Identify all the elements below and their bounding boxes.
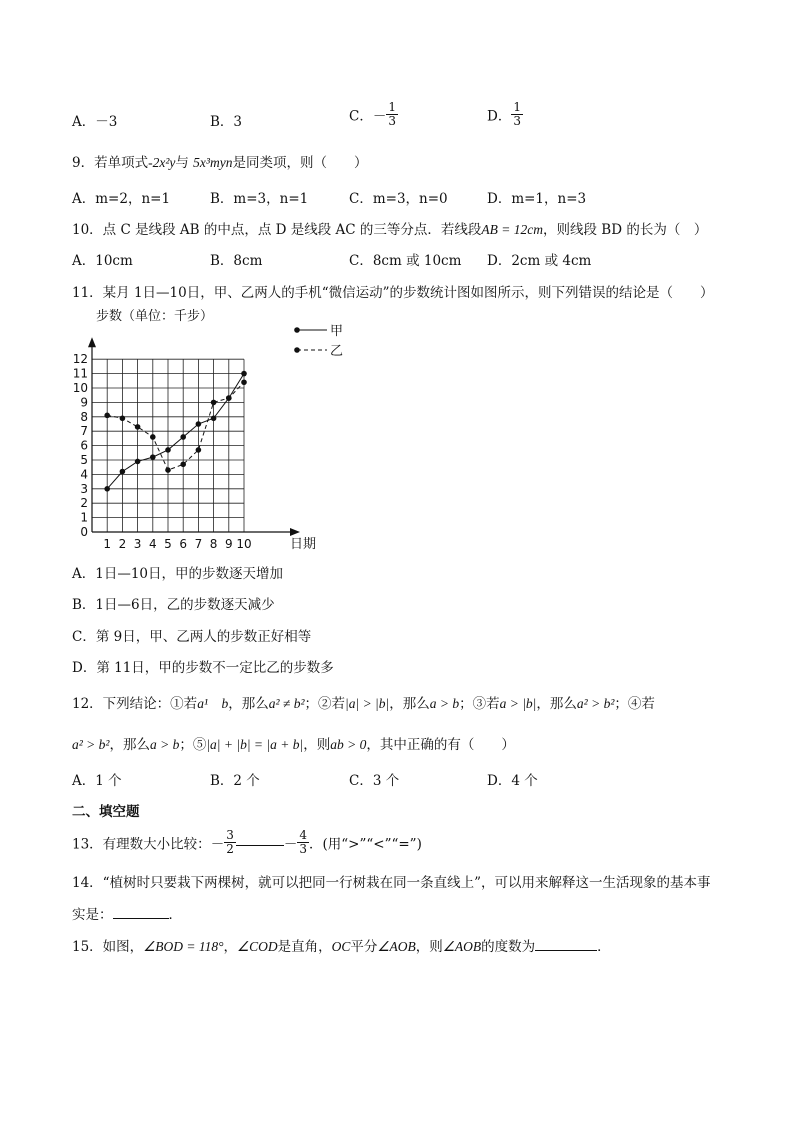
series-2-point	[165, 467, 171, 473]
q11-option-c[interactable]: C．第 9日，甲、乙两人的步数正好相等	[72, 629, 312, 645]
q14-answer-blank[interactable]	[113, 908, 169, 919]
series-2-point	[180, 462, 186, 468]
y-tick-label: 1	[80, 510, 88, 525]
q9-option-c[interactable]: C．m=3，n=0	[349, 191, 448, 207]
legend-label-2: 乙	[330, 344, 344, 359]
q12-option-c[interactable]: C．3 个	[349, 773, 400, 789]
y-tick-label: 5	[80, 453, 88, 467]
q9-option-a[interactable]: A．m=2，n=1	[72, 191, 171, 207]
series-2-point	[226, 395, 232, 401]
q12-option-a[interactable]: A．1 个	[72, 773, 122, 789]
x-axis-arrow	[290, 528, 300, 536]
x-tick-label: 6	[179, 537, 188, 551]
y-axis-arrow	[88, 337, 96, 347]
q10-option-d[interactable]: D．2cm 或 4cm	[487, 253, 592, 269]
y-tick-label: 0	[80, 525, 88, 539]
y-tick-label: 8	[80, 409, 88, 424]
q11-option-d[interactable]: D．第 11日，甲的步数不一定比乙的步数多	[72, 660, 334, 676]
q15-stem: 15．如图，∠BOD = 118°，∠COD是直角，OC平分∠AOB，则∠AOB的度数为 ．	[72, 939, 611, 955]
section-title: 二、填空题	[72, 804, 140, 820]
q12-stem-line1: 12．下列结论：①若a¹ b，那么a² ≠ b²；②若|a| > |b|，那么a > b；③若a > |b|，那么a² > b²；④若	[72, 696, 655, 712]
y-tick-label: 3	[80, 481, 88, 496]
legend-label-1: 甲	[330, 324, 344, 339]
series-line-2	[107, 382, 244, 470]
q15-answer-blank[interactable]	[535, 940, 597, 951]
q12-stem-line2: a² > b²，那么a > b；⑤|a| + |b| = |a + b|，则ab > 0，其中正确的有（ ）	[72, 737, 515, 753]
series-2-point	[211, 400, 217, 406]
step-count-chart	[72, 300, 362, 558]
q12-option-d[interactable]: D．4 个	[487, 773, 538, 789]
q13-stem: 13．有理数大小比较：－ $\frac{3}{2}$ － $\frac{4}{3}$ ．(用“>”“<”“=”)	[72, 828, 422, 856]
y-tick-label: 4	[80, 467, 88, 482]
x-tick-label: 9	[224, 537, 233, 551]
q11-option-a[interactable]: A．1日—10日，甲的步数逐天增加	[72, 566, 284, 582]
q9-option-b[interactable]: B．m=3，n=1	[210, 191, 309, 207]
x-tick-label: 8	[209, 537, 218, 551]
y-tick-label: 6	[80, 438, 88, 453]
y-tick-label: 12	[72, 352, 88, 367]
q8-option-c[interactable]: C．－ $\frac{1}{3}$	[349, 100, 396, 128]
q14-stem-line2: 实是： ．	[72, 907, 182, 923]
series-2-point	[120, 415, 126, 421]
series-2-point	[104, 413, 110, 419]
y-tick-label: 7	[80, 424, 88, 439]
q8-option-b[interactable]: B．3	[210, 114, 243, 130]
x-tick-label: 1	[103, 537, 112, 551]
q10-option-a[interactable]: A．10cm	[72, 253, 133, 269]
x-tick-label: 2	[118, 537, 127, 551]
q8-option-d[interactable]: D． $\frac{1}{3}$	[487, 100, 521, 128]
legend-marker-1	[294, 327, 300, 333]
q9-stem: 9．若单项式-2x²y与 5x³myn是同类项，则（ ）	[72, 155, 368, 171]
x-tick-label: 10	[236, 537, 252, 551]
series-1-point	[104, 486, 110, 492]
series-1-point	[120, 469, 126, 475]
q14-stem-line1: 14．“植树时只要栽下两棵树，就可以把同一行树栽在同一条直线上”，可以用来解释这一生活现象的基本事	[72, 875, 711, 891]
x-axis-label: 日期	[290, 537, 317, 552]
x-tick-label: 7	[194, 537, 203, 551]
y-tick-label: 11	[72, 366, 88, 381]
q8-option-a[interactable]: A．－3	[72, 114, 118, 130]
series-1-point	[241, 371, 247, 377]
q13-answer-blank[interactable]	[236, 835, 284, 846]
legend-marker-2	[294, 347, 300, 353]
series-1-point	[165, 447, 171, 453]
q10-option-c[interactable]: C．8cm 或 10cm	[349, 253, 462, 269]
series-1-point	[196, 421, 202, 427]
series-1-point	[150, 454, 156, 460]
q9-option-d[interactable]: D．m=1，n=3	[487, 191, 587, 207]
x-tick-label: 3	[133, 537, 142, 551]
y-tick-label: 10	[72, 381, 88, 395]
x-tick-label: 5	[164, 537, 172, 551]
q10-option-b[interactable]: B．8cm	[210, 253, 263, 269]
series-2-point	[196, 447, 202, 453]
q11-stem: 11．某月 1日—10日，甲、乙两人的手机“微信运动”的步数统计图如图所示，则下列错误的结论是（ ）	[72, 285, 714, 301]
y-tick-label: 2	[80, 496, 88, 511]
y-axis-label: 步数（单位：千步）	[96, 309, 214, 324]
series-2-point	[150, 434, 156, 440]
y-tick-label: 9	[80, 395, 88, 410]
series-1-point	[135, 459, 141, 465]
q12-option-b[interactable]: B．2 个	[210, 773, 260, 789]
series-1-point	[211, 415, 217, 421]
q11-option-b[interactable]: B．1日—6日，乙的步数逐天减少	[72, 597, 275, 613]
x-tick-label: 4	[148, 537, 157, 551]
series-2-point	[135, 424, 141, 430]
q10-stem: 10．点 C 是线段 AB 的中点，点 D 是线段 AC 的三等分点．若线段AB = 12cm，则线段 BD 的长为（ ）	[72, 222, 708, 238]
series-1-point	[180, 434, 186, 440]
series-2-point	[241, 379, 247, 385]
